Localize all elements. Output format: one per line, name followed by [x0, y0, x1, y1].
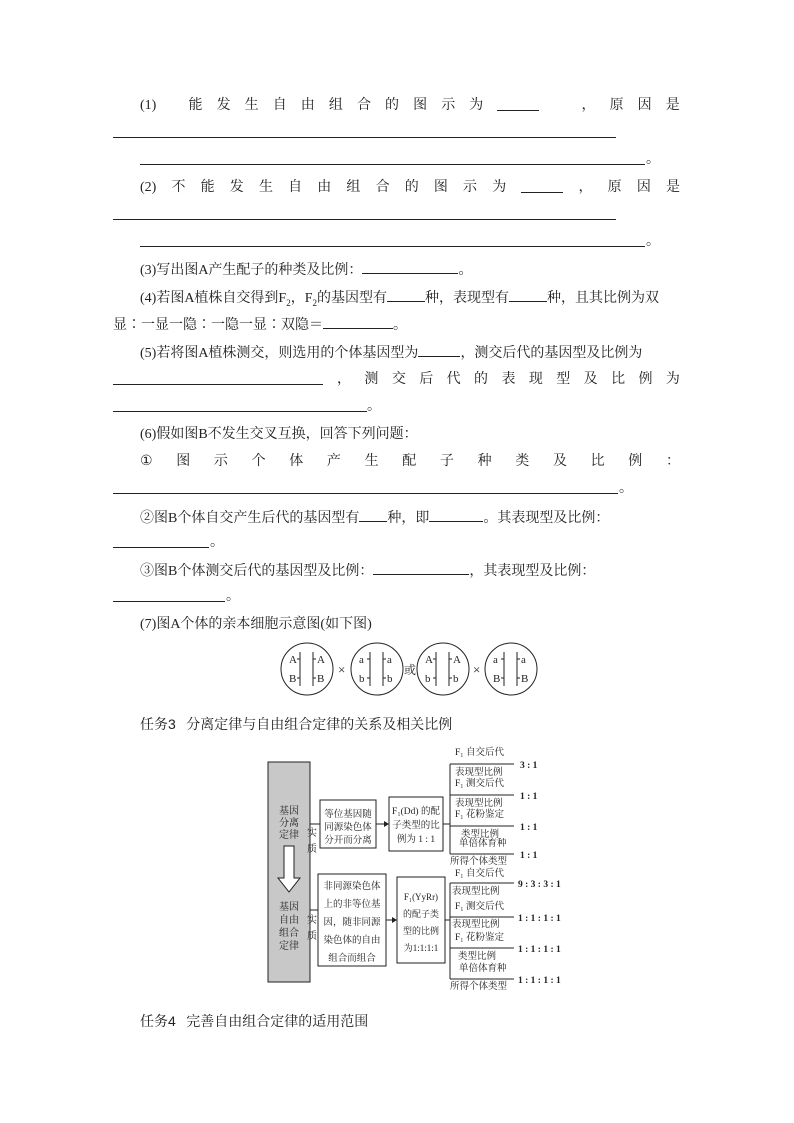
answer-blank[interactable] — [521, 178, 563, 193]
svg-text:非同源染色体: 非同源染色体 — [323, 882, 381, 892]
svg-text:b: b — [359, 673, 365, 685]
question-5: (5)若将图A植株测交，则选用的个体基因型为 ，测交后代的基因型及比例为 — [140, 342, 642, 364]
svg-text:型的比例: 型的比例 — [402, 926, 440, 936]
svg-text:分离: 分离 — [279, 818, 299, 829]
svg-text:子类型的比: 子类型的比 — [392, 821, 440, 831]
svg-text:F₁ 自交后代: F₁ 自交后代 — [455, 748, 504, 758]
svg-text:9 : 3 : 3 : 1: 9 : 3 : 3 : 1 — [518, 880, 561, 890]
answer-line[interactable] — [113, 137, 616, 138]
answer-blank[interactable] — [509, 287, 547, 302]
svg-text:1 : 1: 1 : 1 — [520, 851, 538, 861]
svg-text:b: b — [387, 673, 393, 685]
cell-1 — [281, 643, 333, 695]
svg-text:F₁ 自交后代: F₁ 自交后代 — [455, 869, 504, 879]
svg-text:单倍体育种: 单倍体育种 — [459, 964, 507, 974]
svg-text:质: 质 — [307, 844, 317, 855]
svg-text:F₁ 测交后代: F₁ 测交后代 — [455, 902, 504, 912]
svg-text:1 : 1 : 1 : 1: 1 : 1 : 1 : 1 — [518, 945, 561, 955]
answer-line[interactable] — [140, 246, 645, 247]
svg-text:实: 实 — [307, 915, 317, 926]
answer-blank[interactable] — [362, 259, 458, 274]
answer-line[interactable] — [113, 601, 225, 602]
svg-text:因，随非同源: 因，随非同源 — [323, 918, 381, 928]
svg-text:组合: 组合 — [279, 928, 299, 939]
svg-text:类型比例: 类型比例 — [458, 952, 497, 962]
svg-text:B: B — [317, 673, 325, 685]
question-6-part3: ③图B个体测交后代的基因型及比例： ，其表现型及比例： — [140, 560, 595, 582]
question-2: (2) 不 能 发 生 自 由 组 合 的 图 示 为 ， 原 因 是 — [140, 178, 680, 198]
svg-text:等位基因随: 等位基因随 — [324, 810, 372, 820]
cross-sign: × — [338, 662, 346, 677]
answer-blank[interactable] — [359, 507, 387, 522]
svg-text:A: A — [453, 654, 461, 666]
question-6-part1: ① 图 示 个 体 产 生 配 子 种 类 及 比 例 ： — [140, 454, 680, 469]
svg-text:1 : 1 : 1 : 1: 1 : 1 : 1 : 1 — [518, 976, 561, 986]
svg-text:a: a — [493, 654, 498, 666]
svg-text:B: B — [289, 673, 297, 685]
svg-text:基因: 基因 — [279, 806, 299, 817]
answer-blank[interactable] — [323, 314, 393, 329]
svg-text:表现型比例: 表现型比例 — [455, 768, 503, 778]
cell-2 — [351, 643, 403, 695]
svg-text:1 : 1: 1 : 1 — [520, 823, 538, 833]
svg-text:F₁(YyRr): F₁(YyRr) — [403, 892, 439, 902]
answer-line[interactable] — [113, 493, 618, 494]
svg-text:F₁ 花粉鉴定: F₁ 花粉鉴定 — [455, 810, 504, 820]
svg-text:A: A — [317, 654, 325, 666]
svg-text:例为 1 : 1: 例为 1 : 1 — [396, 835, 436, 845]
svg-text:上的非等位基: 上的非等位基 — [323, 900, 381, 910]
or-label: 或 — [404, 663, 417, 677]
svg-text:染色体的自由: 染色体的自由 — [323, 936, 381, 946]
answer-blank[interactable] — [387, 287, 425, 302]
svg-text:所得个体类型: 所得个体类型 — [450, 982, 508, 990]
svg-text:B: B — [493, 673, 501, 685]
svg-text:F₁(Dd) 的配: F₁(Dd) 的配 — [392, 807, 440, 817]
svg-text:B: B — [521, 673, 529, 685]
answer-line[interactable] — [113, 219, 616, 220]
question-5-line2: ， 测 交 后 代 的 表 现 型 及 比 例 为 — [337, 372, 680, 387]
svg-text:定律: 定律 — [279, 830, 299, 841]
task-3-heading: 任务3 分离定律与自由组合定律的关系及相关比例 — [140, 716, 453, 733]
question-1: (1) 能 发 生 自 由 组 合 的 图 示 为 ， 原 因 是 — [140, 96, 680, 116]
answer-blank[interactable] — [373, 560, 469, 575]
svg-text:组合而组合: 组合而组合 — [328, 954, 376, 964]
svg-text:a: a — [387, 654, 392, 666]
svg-text:b: b — [453, 673, 459, 685]
answer-line[interactable] — [113, 384, 323, 385]
parent-cells-figure — [280, 640, 540, 698]
q2-number: (2) — [140, 180, 157, 195]
svg-text:实: 实 — [307, 828, 317, 839]
svg-text:自由: 自由 — [279, 915, 299, 926]
svg-text:F₁ 测交后代: F₁ 测交后代 — [455, 779, 504, 789]
question-6-part2: ②图B个体自交产生后代的基因型有 种，即 。其表现型及比例： — [140, 507, 609, 529]
svg-text:单倍体育种: 单倍体育种 — [459, 839, 507, 849]
svg-text:F₁ 花粉鉴定: F₁ 花粉鉴定 — [455, 933, 504, 943]
answer-line[interactable] — [113, 547, 209, 548]
cell-3 — [417, 643, 469, 695]
question-6: (6)假如图B不发生交叉互换，回答下列问题： — [140, 427, 418, 442]
answer-blank[interactable] — [418, 342, 460, 357]
svg-text:A: A — [425, 654, 433, 666]
cell-4 — [485, 643, 537, 695]
answer-line[interactable] — [113, 411, 367, 412]
laws-relationship-diagram — [262, 740, 567, 990]
svg-text:表现型比例: 表现型比例 — [452, 920, 500, 930]
svg-text:表现型比例: 表现型比例 — [455, 799, 503, 809]
task-4-heading: 任务4 完善自由组合定律的适用范围 — [140, 1013, 369, 1030]
svg-text:A: A — [289, 654, 297, 666]
svg-text:1 : 1 : 1 : 1: 1 : 1 : 1 : 1 — [518, 914, 561, 924]
svg-text:同源染色体: 同源染色体 — [324, 823, 372, 833]
svg-text:定律: 定律 — [279, 941, 299, 952]
svg-text:a: a — [521, 654, 526, 666]
svg-text:所得个体类型: 所得个体类型 — [450, 857, 508, 867]
cross-sign: × — [473, 662, 481, 677]
answer-blank[interactable] — [497, 96, 539, 111]
question-4: (4)若图A植株自交得到$F_2$，$F_2$的基因型有 种，表现型有 种，且其比例为双 — [140, 287, 659, 313]
svg-text:1 : 1: 1 : 1 — [520, 792, 538, 802]
svg-text:类型比例: 类型比例 — [461, 830, 500, 840]
svg-text:3 : 1: 3 : 1 — [520, 761, 538, 771]
svg-text:为1:1:1:1: 为1:1:1:1 — [403, 943, 439, 953]
answer-blank[interactable] — [429, 507, 483, 522]
svg-text:质: 质 — [307, 931, 317, 942]
question-3: (3)写出图A产生配子的种类及比例： 。 — [140, 259, 472, 281]
question-7: (7)图A个体的亲本细胞示意图(如下图) — [140, 617, 372, 632]
svg-text:a: a — [359, 654, 364, 666]
svg-text:基因: 基因 — [279, 902, 299, 913]
svg-text:表现型比例: 表现型比例 — [452, 887, 500, 897]
svg-text:的配子类: 的配子类 — [402, 909, 440, 919]
svg-text:b: b — [425, 673, 431, 685]
question-4-line2: 显∶一显一隐∶一隐一显∶双隐＝ 。 — [113, 314, 407, 336]
q1-number: (1) — [140, 98, 157, 113]
answer-line[interactable] — [140, 164, 645, 165]
svg-text:分开而分离: 分开而分离 — [324, 836, 372, 846]
